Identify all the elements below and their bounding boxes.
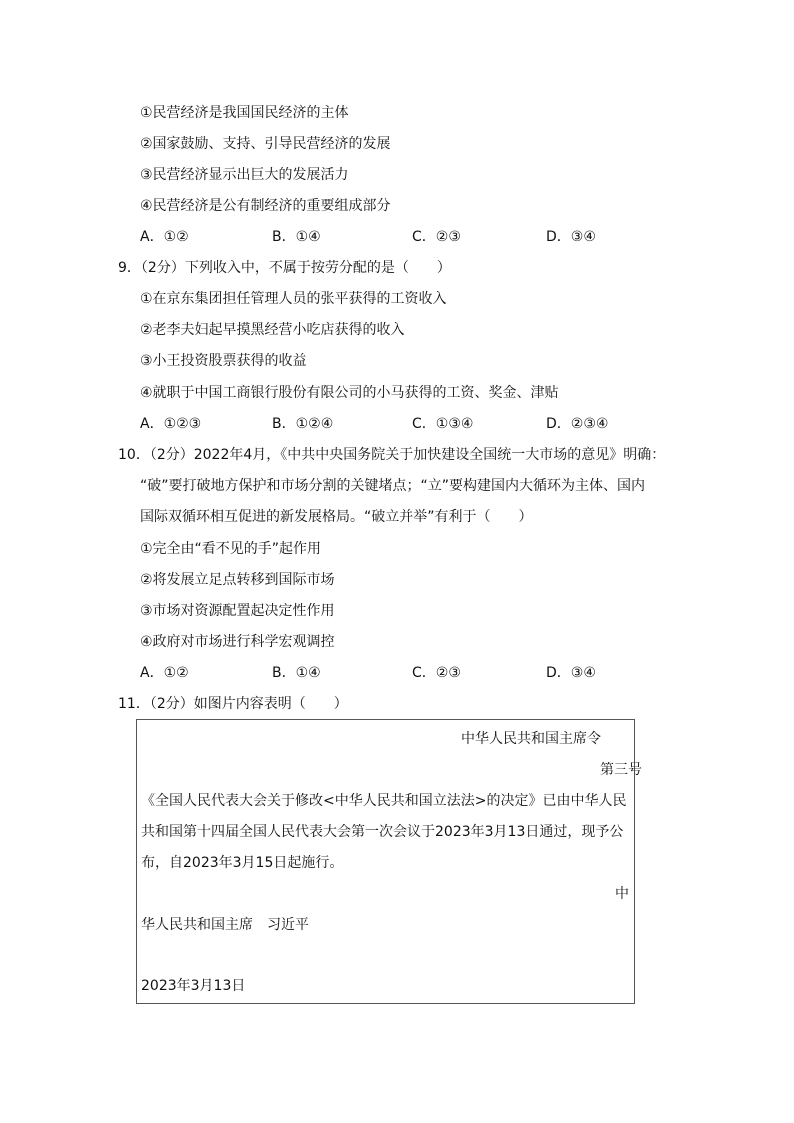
q9-option-b[interactable]: B．①②④ xyxy=(272,416,334,432)
q8-statement-3: ③民营经济显示出巨大的发展活力 xyxy=(140,167,349,183)
q10-option-c[interactable]: C．②③ xyxy=(412,665,461,681)
q9-statement-2: ②老李夫妇起早摸黑经营小吃店获得的收入 xyxy=(140,322,405,338)
q9-option-c[interactable]: C．①③④ xyxy=(412,416,474,432)
q8-option-a[interactable]: A．①② xyxy=(140,229,189,245)
decree-body-line-1: 《全国人民代表大会关于修改<中华人民共和国立法法>的决定》已由中华人民 xyxy=(141,793,627,809)
q10-option-d[interactable]: D．③④ xyxy=(546,665,596,681)
q10-statement-1: ①完全由“看不见的手”起作用 xyxy=(140,541,322,557)
decree-image-box xyxy=(136,719,642,1004)
q10-stem-line-2: “破”要打破地方保护和市场分割的关键堵点；“立”要构建国内大循环为主体、国内 xyxy=(140,478,646,494)
q9-option-a[interactable]: A．①②③ xyxy=(140,416,202,432)
q10-stem-line-3: 国际双循环相互促进的新发展格局。“破立并举”有利于（ ） xyxy=(140,509,533,525)
decree-sign-char: 中 xyxy=(615,886,629,902)
decree-heading: 中华人民共和国主席令 xyxy=(461,731,601,747)
q9-statement-4: ④就职于中国工商银行股份有限公司的小马获得的工资、奖金、津贴 xyxy=(140,385,559,401)
q8-option-b[interactable]: B．①④ xyxy=(272,229,321,245)
q10-option-b[interactable]: B．①④ xyxy=(272,665,321,681)
decree-number: 第三号 xyxy=(600,762,642,778)
q9-statement-1: ①在京东集团担任管理人员的张平获得的工资收入 xyxy=(140,291,447,307)
q10-option-a[interactable]: A．①② xyxy=(140,665,189,681)
q10-statement-2: ②将发展立足点转移到国际市场 xyxy=(140,572,335,588)
decree-signatory: 华人民共和国主席 习近平 xyxy=(141,917,309,933)
q8-statement-4: ④民营经济是公有制经济的重要组成部分 xyxy=(140,198,391,214)
decree-body-line-3: 布，自2023年3月15日起施行。 xyxy=(141,855,344,871)
decree-date: 2023年3月13日 xyxy=(141,978,246,994)
decree-body-line-2: 共和国第十四届全国人民代表大会第一次会议于2023年3月13日通过，现予公 xyxy=(141,824,624,840)
q9-option-d[interactable]: D．②③④ xyxy=(546,416,609,432)
q9-stem: 9．（2分）下列收入中，不属于按劳分配的是（ ） xyxy=(118,260,451,276)
q10-statement-3: ③市场对资源配置起决定性作用 xyxy=(140,603,335,619)
q8-statement-2: ②国家鼓励、支持、引导民营经济的发展 xyxy=(140,136,391,152)
q11-stem: 11．（2分）如图片内容表明（ ） xyxy=(118,696,348,712)
q10-statement-4: ④政府对市场进行科学宏观调控 xyxy=(140,634,335,650)
q8-option-c[interactable]: C．②③ xyxy=(412,229,461,245)
q10-stem-line-1: 10．（2分）2022年4月，《中共中央国务院关于加快建设全国统一大市场的意见》明确： xyxy=(118,447,666,463)
q9-statement-3: ③小王投资股票获得的收益 xyxy=(140,353,307,369)
q8-option-d[interactable]: D．③④ xyxy=(546,229,596,245)
q8-statement-1: ①民营经济是我国国民经济的主体 xyxy=(140,105,349,121)
